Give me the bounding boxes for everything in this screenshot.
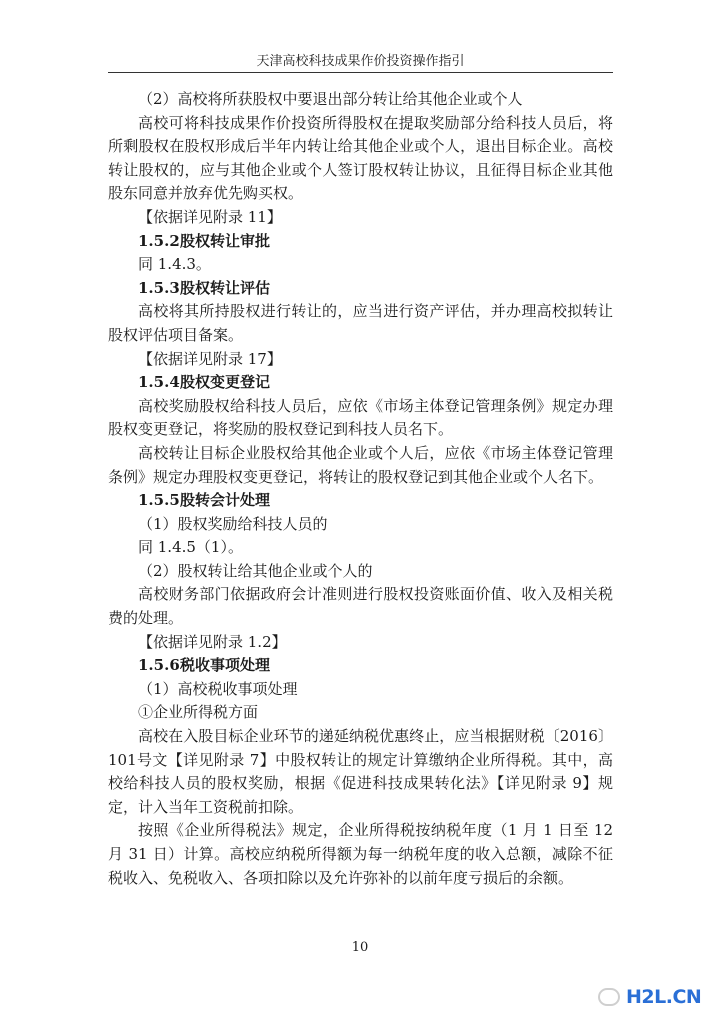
paragraph: 高校在入股目标企业环节的递延纳税优惠终止，应当根据财税〔2016〕101号文【详见附录 7】中股权转让的规定计算缴纳企业所得税。其中，高校给科技人员的股权奖励，根据《促进科技成果转化法》【详见附录 9】规定，计入当年工资税前扣除。 xyxy=(108,727,613,816)
paragraph: （1）高校税收事项处理 xyxy=(138,679,298,698)
running-header: 天津高校科技成果作价投资操作指引 xyxy=(256,54,465,69)
reference-note: 【依据详见附录 17】 xyxy=(138,349,282,368)
page-body xyxy=(108,88,613,890)
section-number: 1.5.2 xyxy=(138,231,180,250)
section-number: 1.5.6 xyxy=(138,656,180,675)
paragraph: 高校将其所持股权进行转让的，应当进行资产评估，并办理高校拟转让股权评估项目备案。 xyxy=(108,302,613,344)
paragraph: 高校奖励股权给科技人员后，应依《市场主体登记管理条例》规定办理股权变更登记，将奖励的股权登记到科技人员名下。 xyxy=(108,396,613,439)
header-divider xyxy=(108,72,613,73)
section-title: 股权转让评估 xyxy=(180,278,271,297)
paragraph: （2）股权转让给其他企业或个人的 xyxy=(138,561,373,580)
paragraph: （1）股权奖励给科技人员的 xyxy=(138,514,328,533)
section-heading-1-5-6 xyxy=(108,654,613,678)
section-title: 税收事项处理 xyxy=(180,656,271,675)
reference-note: 【依据详见附录 11】 xyxy=(138,207,282,226)
wechat-icon xyxy=(598,988,620,1006)
section-heading-1-5-2 xyxy=(108,230,613,254)
watermark xyxy=(598,984,701,1010)
paragraph: 按照《企业所得税法》规定，企业所得税按纳税年度（1 月 1 日至 12 月 31 日）计算。高校应纳税所得额为每一纳税年度的收入总额，减除不征税收入、免税收入、各项扣除以及允许弥补的以前年度亏损后的余额。 xyxy=(108,821,613,887)
page-number: 10 xyxy=(351,940,369,955)
reference-note: 【依据详见附录 1.2】 xyxy=(138,632,287,651)
paragraph: 高校可将科技成果作价投资所得股权在提取奖励部分给科技人员后，将所剩股权在股权形成后半年内转让给其他企业或个人，退出目标企业。高校转让股权的，应与其他企业或个人签订股权转让协议，且征得目标企业其他股东同意并放弃优先购买权。 xyxy=(108,113,613,203)
section-title: 股权转让审批 xyxy=(180,231,271,250)
section-title: 股权变更登记 xyxy=(180,373,271,392)
section-heading-1-5-4 xyxy=(108,371,613,395)
paragraph: ①企业所得税方面 xyxy=(138,703,259,722)
paragraph: 高校转让目标企业股权给其他企业或个人后，应依《市场主体登记管理条例》规定办理股权变更登记，将转让的股权登记到其他企业或个人名下。 xyxy=(108,443,613,486)
watermark-text: H2L.CN xyxy=(626,986,702,1008)
section-number: 1.5.3 xyxy=(138,278,180,297)
section-title: 股转会计处理 xyxy=(180,491,271,510)
section-number: 1.5.4 xyxy=(138,373,180,392)
section-heading-1-5-5 xyxy=(108,489,613,513)
paragraph: （2）高校将所获股权中要退出部分转让给其他企业或个人 xyxy=(138,90,523,108)
paragraph: 同 1.4.5（1）。 xyxy=(138,538,243,557)
paragraph: 高校财务部门依据政府会计准则进行股权投资账面价值、收入及相关税费的处理。 xyxy=(108,585,613,628)
section-heading-1-5-3 xyxy=(108,277,613,301)
paragraph: 同 1.4.3。 xyxy=(138,255,211,274)
section-number: 1.5.5 xyxy=(138,491,180,510)
